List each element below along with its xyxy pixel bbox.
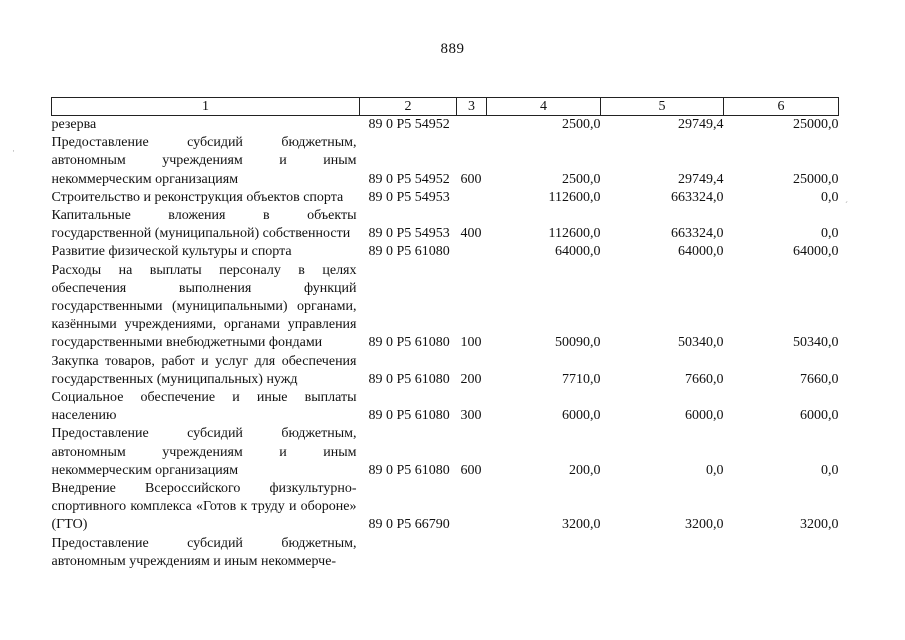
amount-col4-cell: 6000,0 bbox=[562, 408, 601, 424]
table-body bbox=[52, 116, 839, 572]
amount-col4-cell: 50090,0 bbox=[555, 335, 601, 351]
column-header: 2 bbox=[360, 98, 457, 116]
amount-col5-cell: 29749,4 bbox=[678, 117, 724, 132]
scan-mark: ˊ bbox=[845, 200, 848, 210]
expense-type-cell bbox=[457, 243, 487, 261]
amount-col5-cell: 6000,0 bbox=[685, 408, 724, 424]
expense-name-cell: Развитие физической культуры и спорта bbox=[51, 244, 292, 260]
column-header: 1 bbox=[52, 98, 360, 116]
amount-col4-cell: 64000,0 bbox=[555, 244, 601, 260]
expense-name-cell: Предоставление субсидий бюджетным, автономным учреждениям и иным некоммерческим организациям bbox=[51, 426, 357, 478]
expense-type-cell: 400 bbox=[460, 226, 482, 242]
target-code-cell bbox=[360, 535, 457, 571]
expense-type-cell bbox=[457, 480, 487, 535]
table-row bbox=[52, 116, 839, 135]
amount-col6-cell: 50340,0 bbox=[793, 335, 839, 351]
amount-col6-cell: 0,0 bbox=[821, 226, 839, 242]
amount-col4-cell: 2500,0 bbox=[562, 117, 601, 132]
amount-col6-cell: 0,0 bbox=[821, 189, 839, 205]
expense-name-cell: Социальное обеспечение и иные выплаты населению bbox=[51, 390, 357, 424]
target-code-cell: 89 0 Р5 54952 bbox=[368, 171, 450, 187]
table-row bbox=[52, 207, 839, 243]
amount-col6-cell: 25000,0 bbox=[793, 171, 839, 187]
budget-table bbox=[51, 97, 839, 571]
scan-mark: · bbox=[12, 146, 15, 156]
amount-col5-cell: 29749,4 bbox=[678, 171, 724, 187]
table-row bbox=[52, 243, 839, 261]
expense-type-cell: 200 bbox=[460, 371, 482, 387]
column-header: 6 bbox=[724, 98, 839, 116]
target-code-cell: 89 0 Р5 54953 bbox=[368, 189, 450, 205]
table-row bbox=[52, 389, 839, 425]
expense-type-cell bbox=[457, 189, 487, 207]
table-row bbox=[52, 353, 839, 389]
table-row bbox=[52, 425, 839, 480]
amount-col6-cell: 3200,0 bbox=[800, 517, 839, 533]
amount-col5-cell: 663324,0 bbox=[671, 226, 724, 242]
expense-name-cell: Капитальные вложения в объекты государственной (муниципальной) собственности bbox=[51, 208, 357, 242]
amount-col6-cell: 6000,0 bbox=[800, 408, 839, 424]
target-code-cell: 89 0 Р5 54952 bbox=[368, 117, 450, 132]
expense-name-cell: Предоставление субсидий бюджетным, автономным учреждениям и иным некоммерческим организациям bbox=[51, 135, 357, 187]
expense-name-cell: Внедрение Всероссийского физкультурно-спортивного комплекса «Готов к труду и обороне» (ГТО) bbox=[51, 481, 357, 533]
amount-col6-cell: 64000,0 bbox=[793, 244, 839, 260]
amount-col4-cell: 112600,0 bbox=[548, 189, 601, 205]
target-code-cell: 89 0 Р5 61080 bbox=[368, 244, 450, 260]
amount-col6-cell: 25000,0 bbox=[793, 117, 839, 132]
expense-type-cell: 600 bbox=[460, 171, 482, 187]
amount-col4-cell: 3200,0 bbox=[562, 517, 601, 533]
expense-type-cell bbox=[457, 116, 487, 135]
expense-type-cell bbox=[457, 535, 487, 571]
expense-name-cell: Расходы на выплаты персоналу в целях обеспечения выполнения функций государственными (муниципальными) органами, казёнными учреждениями, органами управления государственными внебюджетными фондами bbox=[51, 262, 357, 351]
expense-type-cell: 100 bbox=[460, 335, 482, 351]
amount-col6-cell bbox=[724, 535, 839, 571]
amount-col4-cell bbox=[487, 535, 601, 571]
target-code-cell: 89 0 Р5 61080 bbox=[368, 371, 450, 387]
target-code-cell: 89 0 Р5 66790 bbox=[368, 517, 450, 533]
target-code-cell: 89 0 Р5 61080 bbox=[368, 408, 450, 424]
table-row bbox=[52, 189, 839, 207]
target-code-cell: 89 0 Р5 61080 bbox=[368, 462, 450, 478]
amount-col5-cell: 7660,0 bbox=[685, 371, 724, 387]
amount-col5-cell: 50340,0 bbox=[678, 335, 724, 351]
expense-type-cell: 300 bbox=[460, 408, 482, 424]
table-row bbox=[52, 262, 839, 353]
column-header: 4 bbox=[487, 98, 601, 116]
amount-col4-cell: 112600,0 bbox=[548, 226, 601, 242]
table-row bbox=[52, 480, 839, 535]
table-row bbox=[52, 134, 839, 189]
amount-col5-cell: 64000,0 bbox=[678, 244, 724, 260]
amount-col6-cell: 7660,0 bbox=[800, 371, 839, 387]
expense-name-cell: Строительство и реконструкция объектов спорта bbox=[51, 189, 344, 205]
amount-col5-cell bbox=[601, 535, 724, 571]
amount-col5-cell: 663324,0 bbox=[671, 189, 724, 205]
target-code-cell: 89 0 Р5 54953 bbox=[368, 226, 450, 242]
expense-type-cell: 600 bbox=[460, 462, 482, 478]
table-header-row bbox=[52, 98, 839, 116]
expense-name-cell: Предоставление субсидий бюджетным, автономным учреждениям и иным некоммерче- bbox=[51, 535, 357, 569]
expense-name-cell: Закупка товаров, работ и услуг для обеспечения государственных (муниципальных) нужд bbox=[51, 353, 357, 387]
column-header: 3 bbox=[457, 98, 487, 116]
page-number: 889 bbox=[440, 41, 465, 57]
expense-name-cell: резерва bbox=[51, 117, 97, 132]
amount-col4-cell: 7710,0 bbox=[562, 371, 601, 387]
table-row bbox=[52, 535, 839, 571]
amount-col4-cell: 2500,0 bbox=[562, 171, 601, 187]
target-code-cell: 89 0 Р5 61080 bbox=[368, 335, 450, 351]
amount-col5-cell: 0,0 bbox=[706, 462, 724, 478]
amount-col4-cell: 200,0 bbox=[569, 462, 601, 478]
amount-col5-cell: 3200,0 bbox=[685, 517, 724, 533]
column-header: 5 bbox=[601, 98, 724, 116]
amount-col6-cell: 0,0 bbox=[821, 462, 839, 478]
